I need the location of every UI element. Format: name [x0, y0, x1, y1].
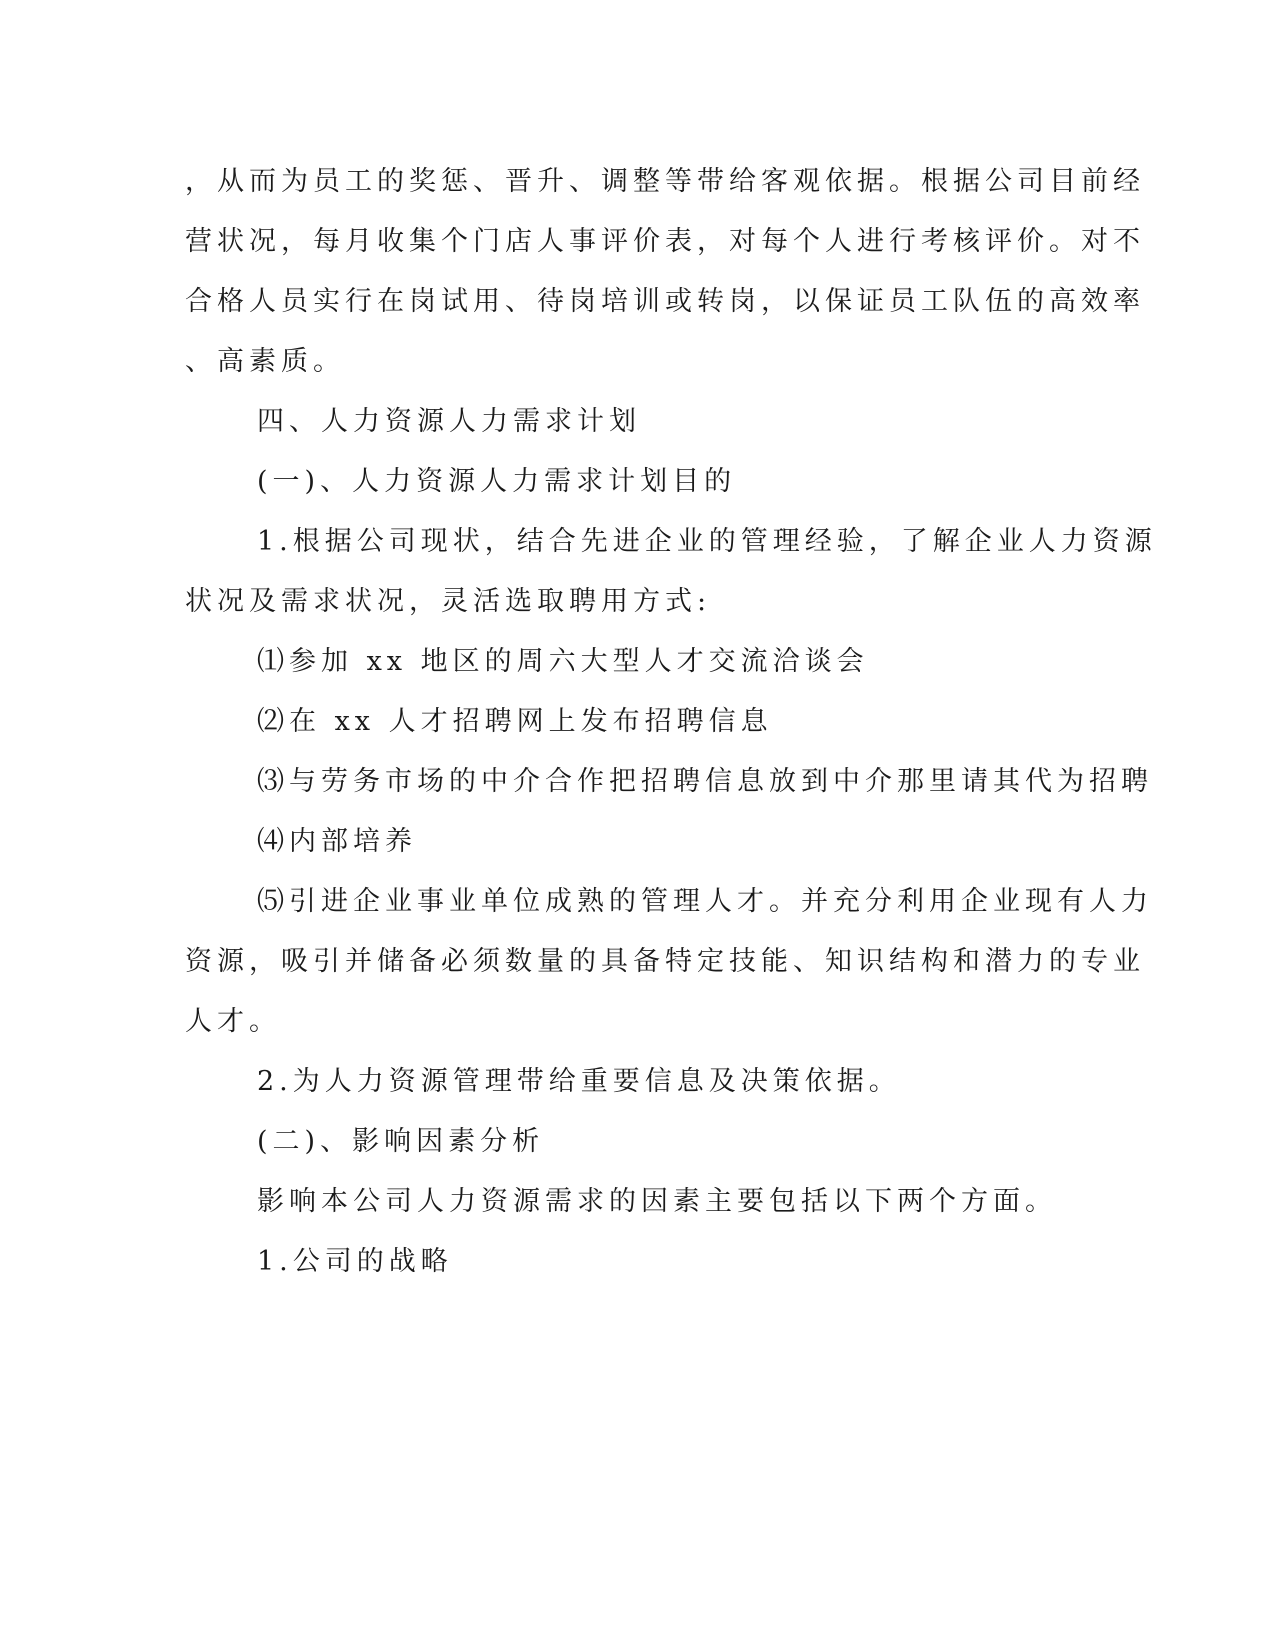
- subsection-heading: (二)、影响因素分析: [257, 1126, 545, 1157]
- paragraph-line: 合格人员实行在岗试用、待岗培训或转岗，以保证员工队伍的高效率: [185, 286, 1145, 317]
- paragraph-line: 资源，吸引并储备必须数量的具备特定技能、知识结构和潜力的专业: [185, 946, 1145, 977]
- document-body: [185, 158, 1157, 1298]
- list-item: ⑸引进企业事业单位成熟的管理人才。并充分利用企业现有人力: [257, 886, 1153, 917]
- section-heading: 四、人力资源人力需求计划: [257, 406, 641, 437]
- paragraph-line: 状况及需求状况，灵活选取聘用方式:: [185, 586, 712, 617]
- list-item: ⑵在 xx 人才招聘网上发布招聘信息: [257, 706, 773, 737]
- paragraph-line: 、高素质。: [185, 346, 345, 377]
- paragraph-line: 人才。: [185, 1006, 281, 1037]
- paragraph-line: 1.根据公司现状，结合先进企业的管理经验，了解企业人力资源: [257, 526, 1157, 557]
- list-item: ⑷内部培养: [257, 826, 417, 857]
- paragraph-line: 影响本公司人力资源需求的因素主要包括以下两个方面。: [257, 1186, 1057, 1217]
- paragraph-line: 营状况，每月收集个门店人事评价表，对每个人进行考核评价。对不: [185, 226, 1145, 257]
- subsection-heading: (一)、人力资源人力需求计划目的: [257, 466, 737, 497]
- list-item: ⑴参加 xx 地区的周六大型人才交流洽谈会: [257, 646, 869, 677]
- paragraph-line: 1.公司的战略: [257, 1246, 453, 1277]
- paragraph-line: ，从而为员工的奖惩、晋升、调整等带给客观依据。根据公司目前经: [185, 166, 1145, 197]
- list-item: ⑶与劳务市场的中介合作把招聘信息放到中介那里请其代为招聘: [257, 766, 1153, 797]
- paragraph-line: 2.为人力资源管理带给重要信息及决策依据。: [257, 1066, 901, 1097]
